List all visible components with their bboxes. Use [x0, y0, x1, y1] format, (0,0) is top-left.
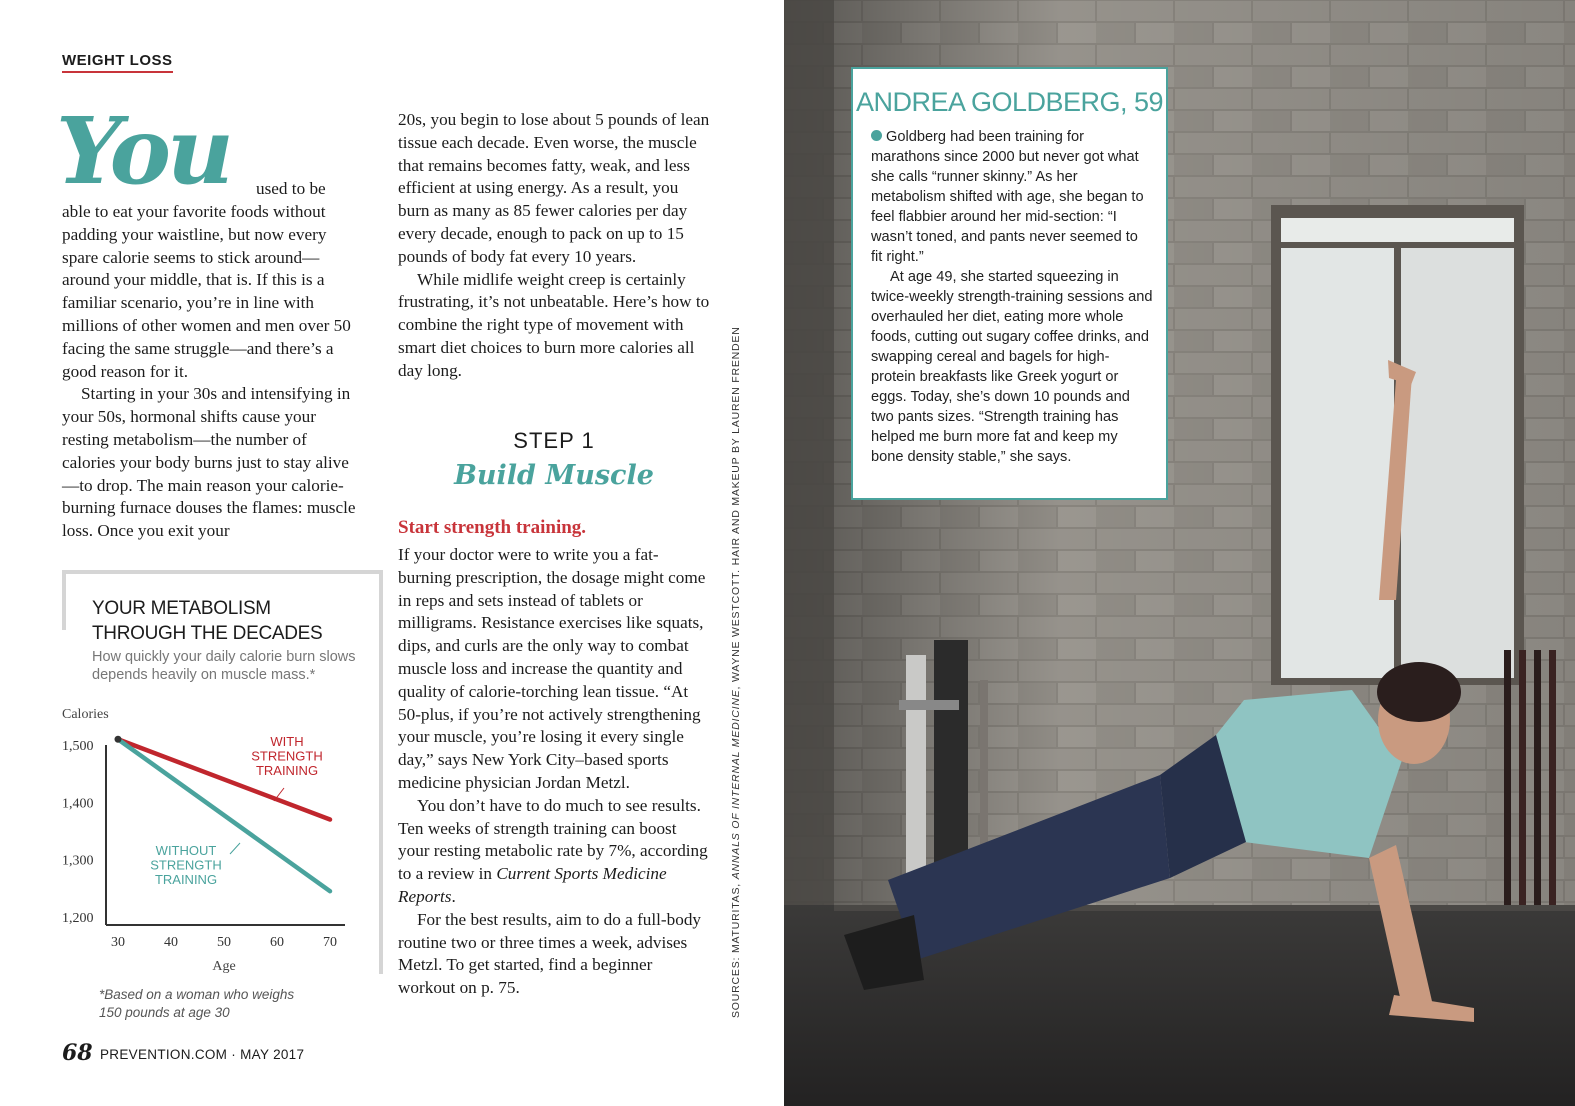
- series-label: STRENGTH: [150, 857, 222, 873]
- chart-title: YOUR METABOLISM THROUGH THE DECADES: [92, 598, 323, 644]
- sidebar-paragraph: Goldberg had been training for marathons since 2000 but never got what she calls “runner skinny.” As her metabolism shifted with age, she began to feel flabbier around her mid-section: “I wasn’t toned, and pants never seemed to fit right.”: [871, 129, 1144, 265]
- article-column-1: [62, 201, 362, 543]
- metabolism-chart: [55, 700, 375, 980]
- article-paragraph: For the best results, aim to do a full-body routine two or three times a week, advises Metzl. To get started, find a beginner workout on p. 75.: [398, 909, 702, 998]
- x-tick-label: 50: [217, 935, 231, 950]
- article-paragraph: Starting in your 30s and intensifying in your 50s, hormonal shifts cause your resting metabolism—the number of calories your body burns just to stay alive—to drop. The main reason your calorie-burning furnace douses the flames: muscle loss. Once you exit your: [62, 384, 356, 541]
- article-column-2b: [398, 544, 710, 1000]
- series-label: STRENGTH: [251, 748, 323, 764]
- article-paragraph: 20s, you begin to lose about 5 pounds of lean tissue each decade. Even worse, the muscle that remains becomes fatty, weak, and less efficient at using energy. As a result, you burn as many as 85 fewer calories per day every decade, enough to pack on up to 15 pounds of body fat every 10 years.: [398, 110, 710, 266]
- sidebar-paragraph: At age 49, she started squeezing in twice-weekly strength-training sessions and overhauled her diet, eating more whole foods, cutting out sugary coffee drinks, and swapping cereal and bagels for high-protein breakfasts like Greek yogurt or eggs. Today, she’s down 10 pounds and two pants sizes. “Strength training has helped me burn more fat and keep my bone density stable,” she says.: [871, 269, 1153, 465]
- y-axis-label: Calories: [62, 707, 109, 722]
- y-tick-label: 1,500: [62, 739, 94, 754]
- x-axis-label: Age: [212, 959, 236, 974]
- label-leader: [230, 843, 240, 854]
- photo-credit: SOURCES: MATURITAS, ANNALS OF INTERNAL MEDICINE, WAYNE WESTCOTT. HAIR AND MAKEUP BY LAUREN FRENDEN: [730, 326, 742, 1018]
- sidebar-title: ANDREA GOLDBERG, 59: [855, 87, 1164, 117]
- start-point: [115, 736, 122, 743]
- footer-text: PREVENTION.COM · MAY 2017: [100, 1047, 305, 1062]
- x-tick-label: 30: [111, 935, 125, 950]
- article-paragraph: You don’t have to do much to see results. Ten weeks of strength training can boost your resting metabolic rate by 7%, according to a review in Current Sports Medicine Reports.: [398, 795, 708, 906]
- series-label: TRAINING: [255, 763, 319, 778]
- y-tick-label: 1,400: [62, 796, 94, 812]
- article-paragraph: able to eat your favorite foods without padding your waistline, but now every spare calorie seems to stick around—around your middle, that is. If this is a familiar scenario, you’re in line with millions of other women and men over 50 facing the same struggle—and there’s a good reason for it.: [62, 202, 351, 381]
- article-lead-in: used to be: [256, 179, 326, 198]
- bullet-icon: [871, 130, 882, 141]
- chart-footnote: *Based on a woman who weighs 150 pounds at age 30: [99, 987, 295, 1020]
- article-paragraph: While midlife weight creep is certainly frustrating, it’s not unbeatable. Here’s how to combine the right type of movement with smart diet choices to burn more calories all day long.: [398, 269, 710, 380]
- page-number: 68: [62, 1040, 93, 1066]
- article-column-2: [398, 109, 710, 383]
- y-tick-label: 1,300: [62, 853, 94, 869]
- section-label: WEIGHT LOSS: [62, 52, 173, 73]
- y-tick-label: 1,200: [62, 911, 94, 926]
- chart-frame-edge: [62, 570, 66, 630]
- chart-subtitle: How quickly your daily calorie burn slows depends heavily on muscle mass.*: [92, 649, 356, 683]
- x-tick-label: 60: [270, 935, 284, 950]
- dropcap: You: [56, 97, 230, 205]
- x-tick-label: 70: [323, 935, 337, 950]
- x-tick-label: 40: [164, 935, 178, 950]
- series-label: WITH: [270, 734, 304, 749]
- journal-name: Current Sports Medicine Reports: [398, 864, 667, 906]
- sidebar-text: [871, 127, 1153, 467]
- step-title: Build Muscle: [454, 460, 654, 491]
- series-label: WITHOUT: [155, 843, 217, 858]
- series-label: TRAINING: [154, 872, 218, 887]
- subhead: Start strength training.: [398, 517, 587, 538]
- step-number: STEP 1: [513, 428, 595, 453]
- article-paragraph: If your doctor were to write you a fat-burning prescription, the dosage might come in reps and sets instead of tablets or milligrams. Resistance exercises like squats, dips, and curls are the only way to combat muscle loss and increase the quantity and quality of calorie-torching lean tissue. “At 50-plus, if you’re not actively strengthening your muscle, you’re losing it every single day,” says New York City–based sports medicine physician Jordan Metzl.: [398, 545, 706, 792]
